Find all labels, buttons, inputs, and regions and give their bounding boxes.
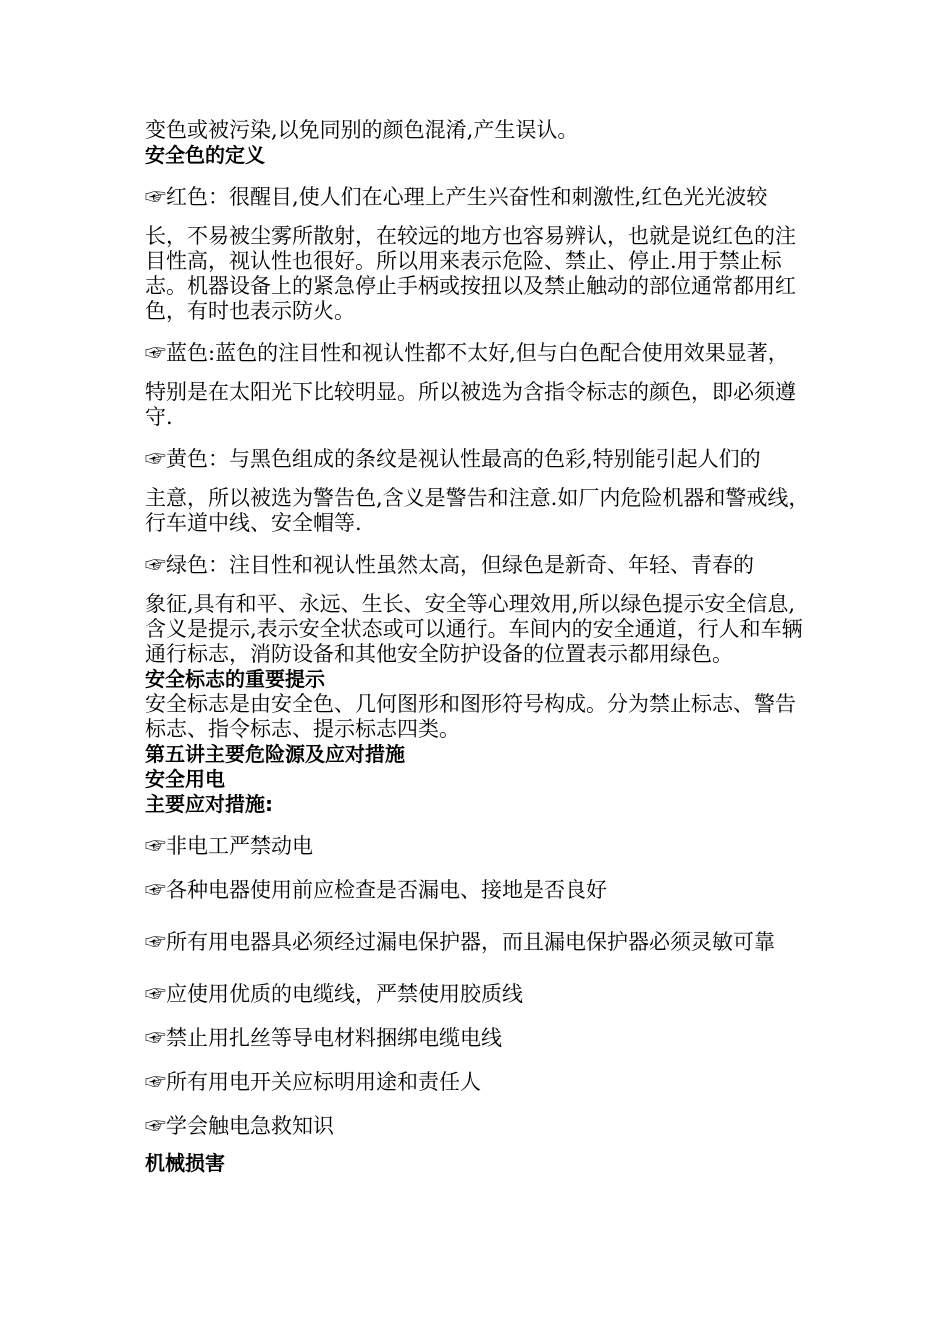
color-item-blue-first-line: ☞蓝色:蓝色的注目性和视认性都不太好,但与白色配合使用效果显著， [145,341,789,365]
heading-main-measures: 主要应对措施: [145,792,273,816]
measure-item [145,1111,815,1141]
color-item-green-first-line: ☞绿色：注目性和视认性虽然太高，但绿色是新奇、年轻、青春的 [145,553,754,577]
measure-item [145,1067,815,1097]
color-item-blue-text: 特别是在太阳光下比较明显。所以被选为含指令标志的颜色，即必须遵守. [145,380,796,429]
safety-sign-text: 安全标志是由安全色、几何图形和图形符号构成。分为禁止标志、警告标志、指令标志、提示标志四类。 [145,692,796,741]
color-item-red-first-line: ☞红色：很醒目,使人们在心理上产生兴奋性和刺激性,红色光光波较 [145,185,768,209]
heading-mechanical-damage: 机械损害 [145,1151,225,1175]
color-item-yellow-first-line: ☞黄色：与黑色组成的条纹是视认性最高的色彩,特别能引起人们的 [145,447,761,471]
heading-electric-safety: 安全用电 [145,767,225,791]
document-body [145,118,815,1176]
color-item-green [145,550,815,667]
measure-item-text: ☞应使用优质的电缆线，严禁使用胶质线 [145,982,523,1006]
measure-item-text: ☞所有用电开关应标明用途和责任人 [145,1070,481,1094]
heading-lecture-5: 第五讲主要危险源及应对措施 [145,742,405,766]
color-item-red-text: 长，不易被尘雾所散射，在较远的地方也容易辨认，也就是说红色的注目性高，视认性也很好。所以用来表示危险、禁止、停止.用于禁止标志。机器设备上的紧急停止手柄或按扭以及禁止触动的部位通常都用红色，有时也表示防火。 [145,224,796,323]
measure-item-text: ☞禁止用扎丝等导电材料捆绑电缆电线 [145,1026,502,1050]
measure-item-text: ☞所有用电器具必须经过漏电保护器，而且漏电保护器必须灵敏可靠 [145,930,775,954]
measure-item [145,979,815,1009]
color-item-blue [145,338,815,430]
color-item-yellow [145,444,815,536]
color-item-yellow-text: 主意，所以被选为警告色,含义是警告和注意.如厂内危险机器和警戒线，行车道中线、安全帽等. [145,486,810,535]
measure-item-text: ☞学会触电急救知识 [145,1114,334,1138]
color-item-red [145,182,815,324]
measure-item-text: ☞非电工严禁动电 [145,834,313,858]
measure-item [145,919,815,965]
heading-safety-color-definition: 安全色的定义 [145,143,265,167]
intro-line: 变色或被污染,以免同别的颜色混淆,产生误认。 [145,118,579,142]
measure-item [145,1023,815,1053]
measure-item [145,875,815,905]
color-item-green-text: 象征,具有和平、永远、生长、安全等心理效用,所以绿色提示安全信息,含义是提示,表示安全状态或可以通行。车间内的安全通道，行人和车辆通行标志，消防设备和其他安全防护设备的位置表示都用绿色。 [145,592,803,666]
heading-safety-sign-tips: 安全标志的重要提示 [145,667,325,691]
measure-item-text: ☞各种电器使用前应检查是否漏电、接地是否良好 [145,878,607,902]
measure-item [145,831,815,861]
